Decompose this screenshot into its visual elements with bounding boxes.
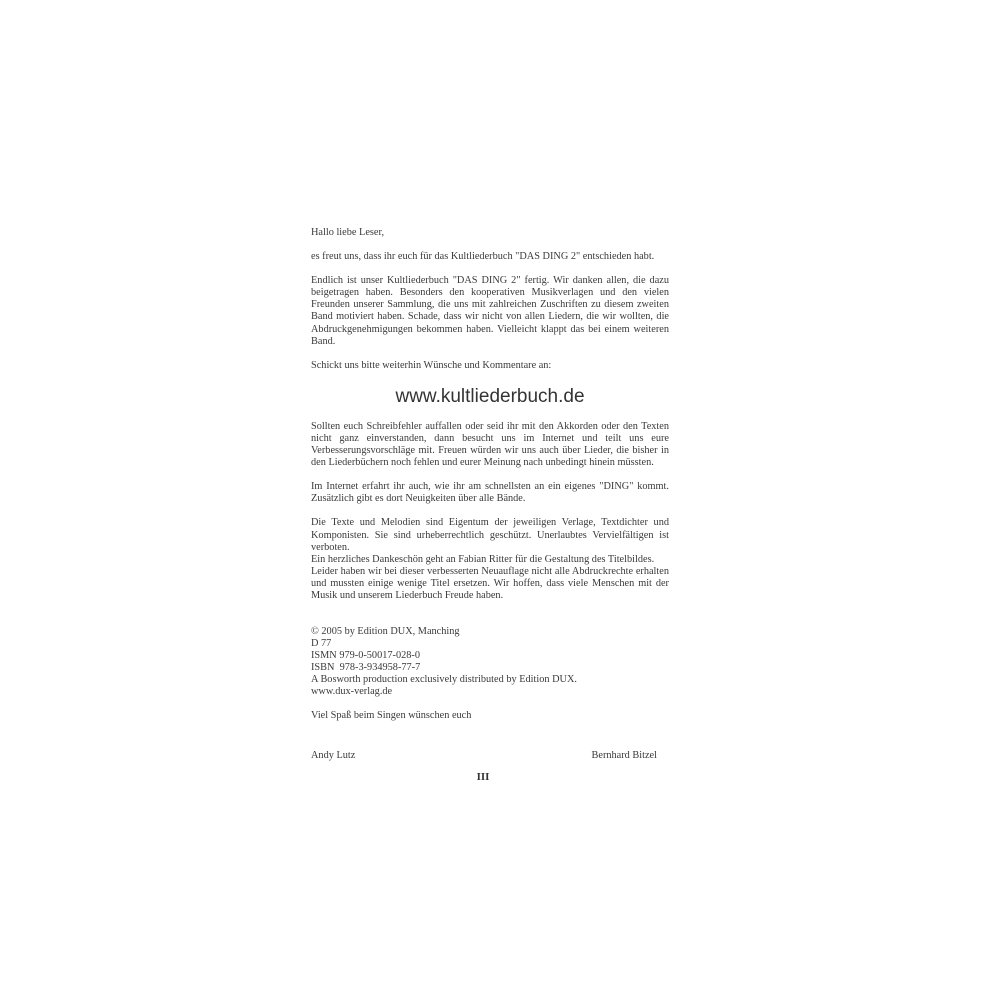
dank-paragraph: Ein herzliches Dankeschön geht an Fabian Ritter für die Gestaltung des Titelbildes. <box>311 553 655 565</box>
greeting: Hallo liebe Leser, <box>311 227 385 238</box>
contact-paragraph: Schickt uns bitte weiterhin Wünsche und Kommentare an: <box>311 359 552 371</box>
website-link[interactable]: www.kultliederbuch.de <box>395 385 585 407</box>
neuauflage-paragraph: Leider haben wir bei dieser verbesserten Neuauflage nicht alle Abdruckrechte erhalten und mussten einige wenige Titel ersetzen. Wir hoffen, dass viele Menschen mit der Musik und unserem Liederbuch Freude haben. <box>311 565 669 601</box>
internet-paragraph: Im Internet erfahrt ihr auch, wie ihr am schnellsten an ein eigenes "DING" kommt. Zusätzlich gibt es dort Neuigkeiten über alle Bände. <box>311 481 669 505</box>
imprint-isbn: ISBN 978-3-934958-77-7 <box>311 662 421 674</box>
errors-paragraph: Sollten euch Schreibfehler auffallen oder seid ihr mit den Akkorden oder den Texten nicht ganz einverstanden, dann besucht uns im Internet und teilt uns eure Verbesserungsvorschläge mit. Freuen würden wir uns auch über Lieder, die bisher in den Liederbüchern noch fehlen und eurer Meinung nach unbedingt hinein müssten. <box>311 420 669 469</box>
intro-paragraph: es freut uns, dass ihr euch für das Kultliederbuch "DAS DING 2" entschieden habt. <box>311 251 655 263</box>
thanks-paragraph: Endlich ist unser Kultliederbuch "DAS DING 2" fertig. Wir danken allen, die dazu beigetragen haben. Besonders den kooperativen Musikverlagen und den vielen Freunden unserer Sammlung, die uns mit zahlreichen Zuschriften zu diesem zweiten Band motiviert haben. Schade, dass wir nicht von allen Liedern, die wir wollten, die Abdruckgenehmigungen bekommen haben. Vielleicht klappt das bei einem weiteren Band. <box>311 275 669 347</box>
signature-right: Bernhard Bitzel <box>591 750 657 762</box>
imprint-copyright: © 2005 by Edition DUX, Manching <box>311 626 460 638</box>
imprint-distribution: A Bosworth production exclusively distributed by Edition DUX. <box>311 674 577 686</box>
document-page <box>311 227 669 783</box>
copyright-paragraph: Die Texte und Melodien sind Eigentum der jeweiligen Verlage, Textdichter und Komponisten. Sie sind urheberrechtlich geschützt. Unerlaubtes Vervielfältigen ist verboten. <box>311 517 669 553</box>
imprint-ismn: ISMN 979-0-50017-028-0 <box>311 650 420 662</box>
imprint-order-number: D 77 <box>311 638 332 650</box>
signature-left: Andy Lutz <box>311 750 356 762</box>
signatures <box>311 750 669 762</box>
closing-line: Viel Spaß beim Singen wünschen euch <box>311 710 472 722</box>
imprint-block <box>311 626 669 698</box>
page-number: III <box>476 771 490 784</box>
imprint-website-link[interactable]: www.dux-verlag.de <box>311 686 393 698</box>
